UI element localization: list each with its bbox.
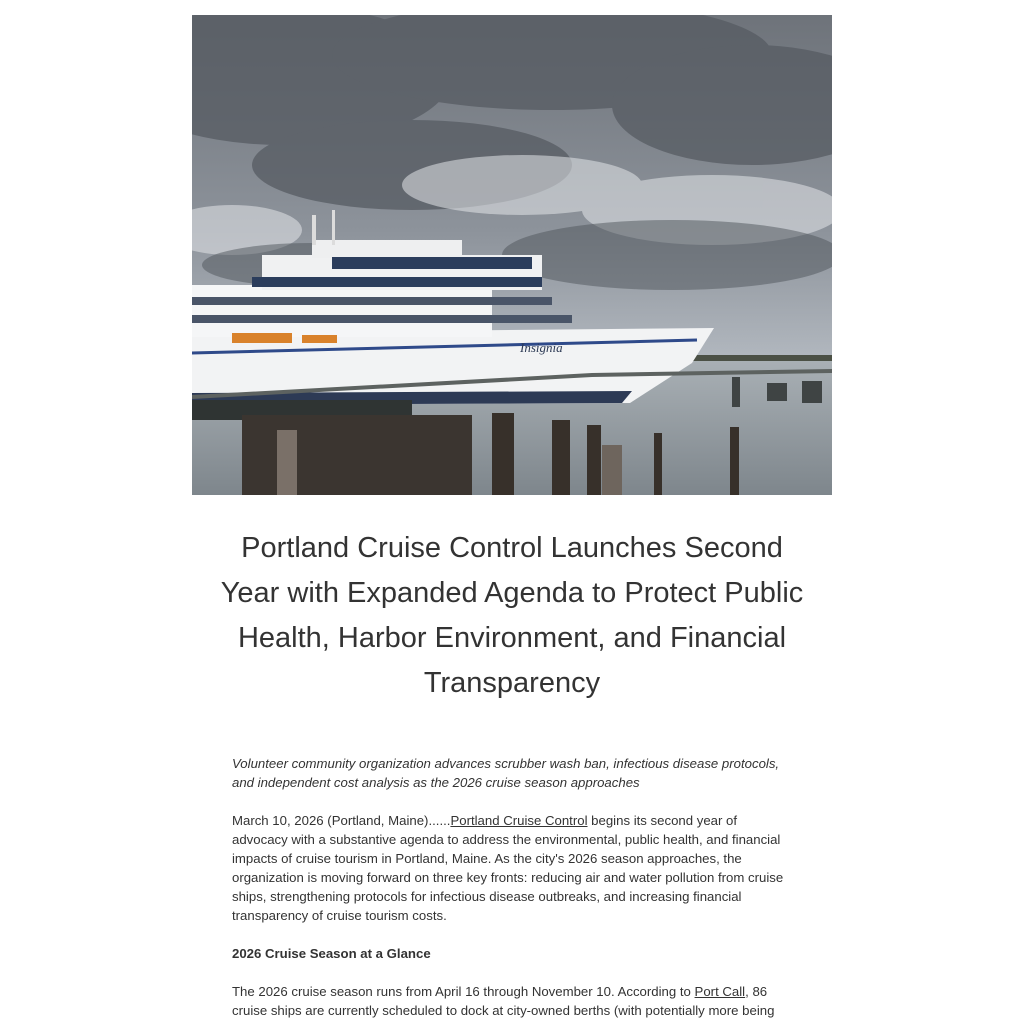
season-paragraph [232, 982, 792, 1020]
intro-paragraph-text: begins its second year of advocacy with a substantive agenda to address the environmental, public health, and financial impacts of cruise tourism in Portland, Maine. As the city's 2026 season approaches, the organization is moving forward on three key fronts: reducing air and water pollution from cruise ships, strengthening protocols for infectious disease outbreaks, and increasing financial transparency of cruise tourism costs. [232, 813, 784, 923]
article-subhead: Volunteer community organization advances scrubber wash ban, infectious disease protocols, and independent cost analysis as the 2026 cruise season approaches [232, 756, 780, 790]
article-body [232, 754, 792, 1024]
port-call-link[interactable]: Port Call [694, 984, 746, 999]
season-paragraph-prefix: The 2026 cruise season runs from April 16 through November 10. According to [232, 984, 695, 999]
dateline-text: March 10, 2026 (Portland, Maine)...... [232, 813, 451, 828]
portland-cruise-control-link[interactable]: Portland Cruise Control [450, 813, 588, 828]
season-paragraph-text: , 86 cruise ships are currently scheduled to dock at city-owned berths (with potentially more being [232, 984, 775, 1018]
intro-paragraph [232, 811, 792, 925]
hero-image [192, 15, 832, 495]
article-headline: Portland Cruise Control Launches Second Year with Expanded Agenda to Protect Public Health, Harbor Environment, and Financial Transparency [220, 532, 804, 699]
section-heading: 2026 Cruise Season at a Glance [232, 946, 431, 961]
ship-name-text: Insignia [520, 340, 563, 355]
